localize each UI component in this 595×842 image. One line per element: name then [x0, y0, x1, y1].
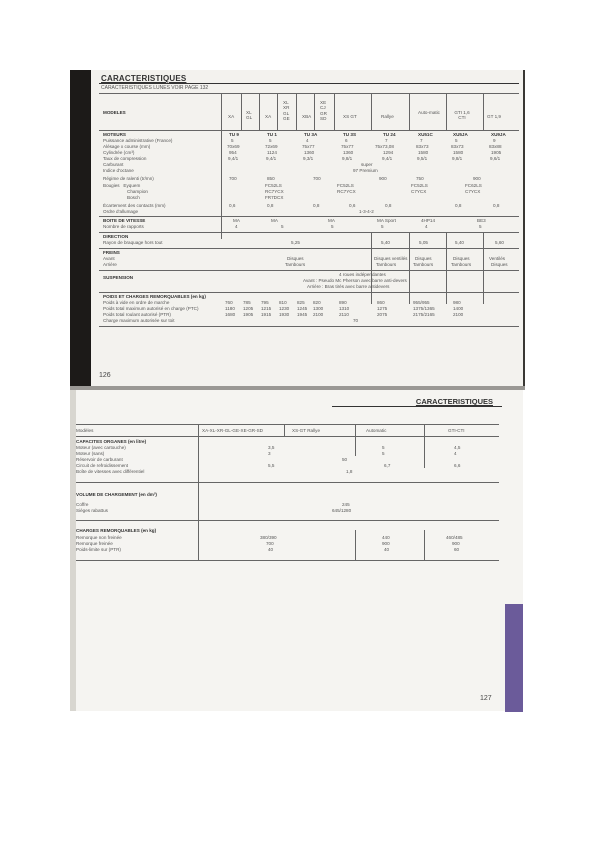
weight-value: 955/955 — [413, 300, 430, 305]
label: Charge maximum autorisée sur toit — [103, 318, 175, 323]
value: 0,8 — [493, 203, 500, 208]
value: 0,6 — [349, 203, 356, 208]
value: 72x69 — [265, 144, 278, 149]
weight-value: 2175/2165 — [413, 312, 435, 317]
page-number: 126 — [99, 372, 111, 379]
value: 900 — [452, 541, 460, 546]
value: FR7DCX — [265, 195, 284, 200]
weight-value: 795 — [261, 300, 269, 305]
page-number: 127 — [480, 695, 492, 702]
value: 0,8 — [313, 203, 320, 208]
value: 0,6 — [229, 203, 236, 208]
weight-value: 1205 — [243, 306, 254, 311]
value: 1-3-4-2 — [359, 209, 374, 214]
value: 5 — [455, 138, 458, 143]
header-col: XL GL — [246, 110, 253, 121]
value: 6,6 — [454, 463, 461, 468]
value: Avant : Pseudo Mc Pherson avec barre anti-devers — [303, 278, 407, 283]
value: 1580 — [418, 150, 429, 155]
value: 4 — [425, 224, 428, 229]
value: C7YCX — [465, 189, 481, 194]
header-col: GTI 1,6 CTI — [454, 110, 470, 121]
value: 40 — [268, 547, 274, 552]
weight-value: 980 — [453, 300, 461, 305]
label: Bosch — [127, 195, 140, 200]
header-col: XA — [265, 114, 272, 119]
weight-value: 1930 — [279, 312, 290, 317]
label: Poids total roulant autorisé (PTR) — [103, 312, 171, 317]
value: FC62LS — [465, 183, 482, 188]
value: 380/390 — [260, 535, 277, 540]
value: 9,6/1 — [490, 156, 501, 161]
value: 5,25 — [291, 240, 300, 245]
header-col: XA-XL-XR-GL-GE-XE-GR-SD — [202, 428, 264, 433]
value: 4 — [306, 138, 309, 143]
weight-value: 2100 — [313, 312, 324, 317]
label: Poids total maximum autorisé en charge (PTC) — [103, 306, 199, 311]
weight-value: 1680 — [225, 312, 236, 317]
value: 75x73,08 — [375, 144, 394, 149]
value: 700 — [229, 176, 237, 181]
page-126 — [91, 70, 523, 386]
value: 9,5/1 — [417, 156, 428, 161]
value: 9,4/1 — [382, 156, 393, 161]
value: super — [361, 162, 373, 167]
label: Boîte de vitesses avec différentiel — [76, 469, 145, 474]
value: 4 roues indépendantes — [339, 272, 386, 277]
label: Rayon de braquage hors tout — [103, 240, 163, 245]
weight-value: 760 — [225, 300, 233, 305]
section-boite: BOITE DE VITESSE — [103, 218, 146, 223]
value: Disques — [453, 256, 470, 261]
engine-type: TU 24 — [383, 132, 396, 137]
value: 1580 — [453, 150, 464, 155]
section-suspension: SUSPENSION — [103, 275, 134, 280]
section-moteurs: MOTEURS — [103, 132, 126, 137]
value: 5,5 — [268, 463, 275, 468]
value: 1360 — [304, 150, 315, 155]
value: FC52LS — [265, 183, 282, 188]
value: 97 Premium — [353, 168, 378, 173]
section-capacites: CAPACITES ORGANES (en litre) — [76, 439, 147, 444]
value: 4 — [454, 451, 457, 456]
header-col: GTI-CTI — [448, 428, 465, 433]
value: RC7YCX — [265, 189, 284, 194]
weight-value: 1215 — [261, 306, 272, 311]
header-modeles: MODELES — [103, 110, 126, 115]
label: Moteur (avec cartouche) — [76, 445, 126, 450]
label: Champion — [127, 189, 148, 194]
value: 900 — [382, 541, 390, 546]
value: 9 — [493, 138, 496, 143]
value: 75x77 — [302, 144, 315, 149]
label: Poids-limite sur (PTR) — [76, 547, 121, 552]
value: 1360 — [343, 150, 354, 155]
engine-type: XU5JA — [453, 132, 468, 137]
value: 5 — [479, 224, 482, 229]
page-127 — [70, 390, 523, 711]
weight-value: 1945 — [297, 312, 308, 317]
header-col: Automatic — [366, 428, 387, 433]
label: Réservoir de carburant — [76, 457, 123, 462]
engine-type: TU 3A — [304, 132, 318, 137]
value: 5 — [382, 451, 385, 456]
value: 60 — [454, 547, 460, 552]
value: 75x77 — [341, 144, 354, 149]
value: 440 — [382, 535, 390, 540]
value: 5,05 — [419, 240, 428, 245]
value: MA — [328, 218, 335, 223]
value: 700 — [266, 541, 274, 546]
label: Circuit de refroidissement — [76, 463, 129, 468]
value: 900 — [473, 176, 481, 181]
label: Cylindrée (cm³) — [103, 150, 135, 155]
value: 7 — [420, 138, 423, 143]
value: 1905 — [491, 150, 502, 155]
value: 954 — [229, 150, 237, 155]
value: FC52LS — [411, 183, 428, 188]
value: 1294 — [383, 150, 394, 155]
value: 0,8 — [267, 203, 274, 208]
engine-type: XU51C — [418, 132, 433, 137]
value: Tambours — [376, 262, 397, 267]
value: 3,5 — [268, 445, 275, 450]
weight-value: 2075 — [377, 312, 388, 317]
value: 40 — [384, 547, 390, 552]
value: 6 — [345, 138, 348, 143]
weight-value: 2100 — [453, 312, 464, 317]
label: Poids à vide en ordre de marche — [103, 300, 170, 305]
header-col: GT 1,9 — [487, 114, 501, 119]
value: Disques — [415, 256, 432, 261]
weight-value: 860 — [377, 300, 385, 305]
value: Disques — [491, 262, 508, 267]
header-col: XS-GT Rallye — [292, 428, 320, 433]
header-col: XS GT — [343, 114, 357, 119]
value: 900 — [379, 176, 387, 181]
weight-value: 820 — [313, 300, 321, 305]
weight-value: 1245 — [297, 306, 308, 311]
weight-value: 2110 — [339, 312, 349, 317]
section-volume: VOLUME DE CHARGEMENT (en dm³) — [76, 492, 157, 497]
value: 4 — [235, 224, 238, 229]
section-freins: FREINS — [103, 250, 120, 255]
weight-value: 1400 — [453, 306, 464, 311]
weight-value: 810 — [279, 300, 287, 305]
page-subtitle: CARACTERISTIQUES LUNES VOIR PAGE 132 — [101, 85, 209, 91]
engine-type: XU9JA — [491, 132, 506, 137]
value: 5,40 — [381, 240, 390, 245]
label: Remorque non freinée — [76, 535, 122, 540]
label: Écartement des contacts (mm) — [103, 203, 166, 208]
label: Puissance administrative (France) — [103, 138, 173, 143]
value: 1124 — [267, 150, 277, 155]
value: 5,40 — [455, 240, 464, 245]
value: 5,60 — [495, 240, 504, 245]
value: 5 — [382, 445, 385, 450]
book-spine-shadow — [70, 70, 91, 386]
weight-value: 1300 — [313, 306, 324, 311]
value: 9,8/1 — [342, 156, 353, 161]
label: Indice d'octane — [103, 168, 134, 173]
value: BE3 — [477, 218, 486, 223]
value: Disques ventilés — [374, 256, 408, 261]
value: 9,4/1 — [266, 156, 277, 161]
engine-type: TU 1 — [267, 132, 277, 137]
weight-value: 1230 — [279, 306, 290, 311]
section-charges: CHARGES REMORQUABLES (en kg) — [76, 528, 157, 533]
value: MA Sport — [377, 218, 396, 223]
value: 83x88 — [489, 144, 502, 149]
label: Alésage x course (mm) — [103, 144, 151, 149]
value: RC7YCX — [337, 189, 356, 194]
value: 645/1280 — [332, 508, 352, 513]
header-col: XL XR GL GE — [283, 100, 290, 122]
weight-value: 785 — [243, 300, 251, 305]
weight-value: 1905 — [243, 312, 254, 317]
value: 5 — [381, 224, 384, 229]
value: 1,8 — [346, 469, 353, 474]
weight-value: 1180 — [225, 306, 235, 311]
section-direction: DIRECTION — [103, 234, 129, 239]
header-modeles: Modèles — [76, 428, 94, 433]
value: Tambours — [413, 262, 434, 267]
value: 70x69 — [227, 144, 240, 149]
label: Avant — [103, 256, 115, 261]
label: Ordre d'allumage — [103, 209, 139, 214]
value: 0,8 — [385, 203, 392, 208]
engine-type: TU 9 — [229, 132, 239, 137]
value: 5 — [331, 224, 334, 229]
value: 9,3/1 — [303, 156, 314, 161]
value: 4,5 — [454, 445, 461, 450]
value: 5 — [269, 138, 272, 143]
weight-value: 1375/1365 — [413, 306, 435, 311]
value: 83x73 — [451, 144, 464, 149]
value: 750 — [416, 176, 424, 181]
value: 83x73 — [416, 144, 429, 149]
value: 5 — [231, 138, 234, 143]
weight-value: 1310 — [339, 306, 350, 311]
value: Arrière : Bras tirés avec barre antidevers — [307, 284, 390, 289]
header-col: Rallye — [381, 114, 394, 119]
page-title: CARACTERISTIQUES — [101, 74, 187, 83]
weight-value: 1915 — [261, 312, 272, 317]
value: 460/485 — [446, 535, 463, 540]
value: Disques — [287, 256, 304, 261]
value: 850 — [267, 176, 275, 181]
page-edge — [70, 390, 76, 711]
value: Tambours — [451, 262, 472, 267]
value: 0,8 — [455, 203, 462, 208]
page-title: CARACTERISTIQUES — [415, 397, 493, 406]
label: Carburant — [103, 162, 124, 167]
label: Sièges rabattus — [76, 508, 108, 513]
value: 50 — [342, 457, 348, 462]
header-col: XBA — [302, 114, 312, 119]
header-col: XA — [228, 114, 235, 119]
value: 4HP14 — [421, 218, 436, 223]
weight-value: 890 — [339, 300, 347, 305]
value: Ventilés — [489, 256, 506, 261]
value: 6,7 — [384, 463, 391, 468]
label: Moteur (sans) — [76, 451, 105, 456]
label: Bougies Eyquem — [103, 183, 141, 188]
value: 5 — [281, 224, 284, 229]
weight-value: 825 — [297, 300, 305, 305]
value: Tambours — [285, 262, 306, 267]
section-poids: POIDS ET CHARGES REMORQUABLES (en kg) — [103, 294, 206, 299]
value: C7YCX — [411, 189, 427, 194]
value: 9,8/1 — [452, 156, 463, 161]
value: 700 — [313, 176, 321, 181]
value: 9,4/1 — [228, 156, 239, 161]
value: 70 — [353, 318, 359, 323]
value: FC52LS — [337, 183, 354, 188]
engine-type: TU 3S — [343, 132, 357, 137]
label: Remorque freinée — [76, 541, 113, 546]
label: Nombre de rapports — [103, 224, 144, 229]
value: 7 — [385, 138, 388, 143]
header-col: XE CJ GR SD — [320, 100, 327, 122]
value: 3 — [268, 451, 271, 456]
value: MA — [233, 218, 240, 223]
value: 245 — [342, 502, 350, 507]
header-col: Auto-matic — [418, 110, 440, 115]
value: MA — [271, 218, 278, 223]
label: Arrière — [103, 262, 117, 267]
label: Taux de compression — [103, 156, 147, 161]
section-tab-marker — [505, 604, 523, 712]
weight-value: 1275 — [377, 306, 388, 311]
label: Régime de ralenti (tr/mn) — [103, 176, 154, 181]
label: Coffre — [76, 502, 89, 507]
